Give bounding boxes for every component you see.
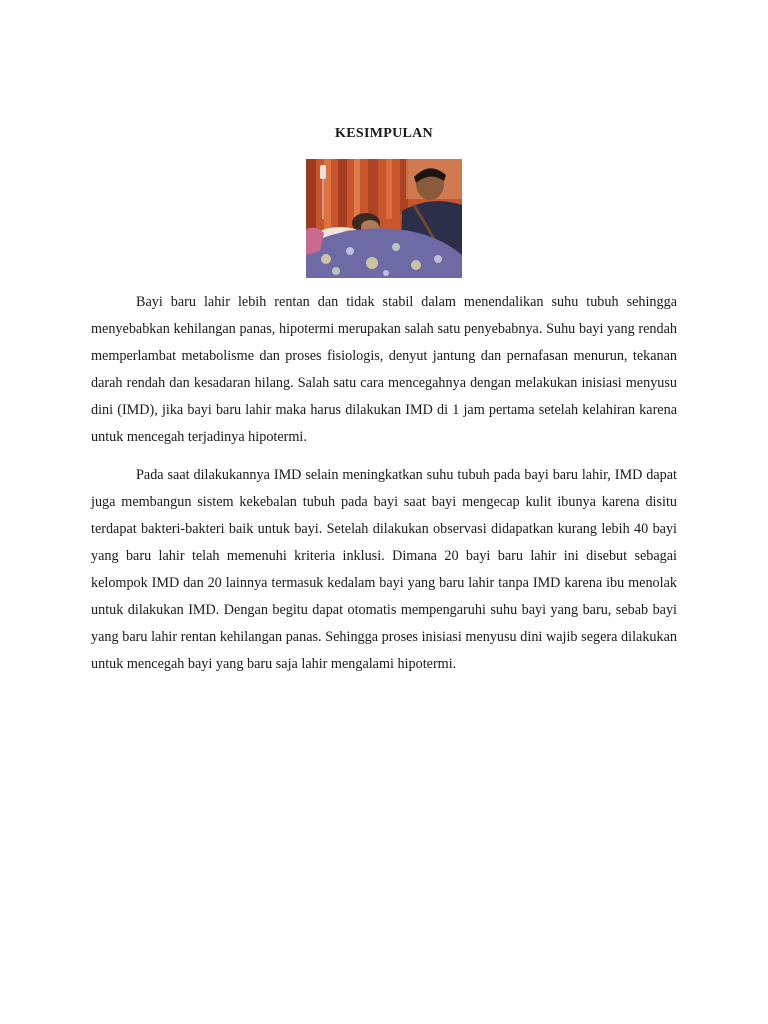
photo-mother-baby-imd [306,159,462,278]
paragraph-2 [91,462,677,678]
paragraph-1 [91,289,677,451]
paragraph-1-text: Bayi baru lahir lebih rentan dan tidak stabil dalam menendalikan suhu tubuh sehingga menyebabkan kehilangan panas, hipotermi merupakan salah satu penyebabnya. Suhu bayi yang rendah memperlambat metabolisme dan proses fisiologis, denyut jantung dan pernafasan menurun, tekanan darah rendah dan kesadaran hilang. Salah satu cara mencegahnya dengan melakukan inisiasi menyusu dini (IMD), jika bayi baru lahir maka harus dilakukan IMD di 1 jam pertama setelah kelahiran karena untuk mencegah terjadinya hipotermi. [91,294,677,445]
paragraph-2-text: Pada saat dilakukannya IMD selain meningkatkan suhu tubuh pada bayi baru lahir, IMD dapat juga membangun sistem kekebalan tubuh pada bayi saat bayi mengecap kulit ibunya karena disitu terdapat bakteri-bakteri baik untuk bayi. Setelah dilakukan observasi didapatkan kurang lebih 40 bayi yang baru lahir telah memenuhi kriteria inklusi. Dimana 20 bayi baru lahir ini disebut sebagai kelompok IMD dan 20 lainnya termasuk kedalam bayi yang baru lahir tanpa IMD karena ibu menolak untuk dilakukan IMD. Dengan begitu dapat otomatis mempengaruhi suhu bayi yang baru, sebab bayi yang baru lahir rentan kehilangan panas. Sehingga proses inisiasi menyusu dini wajib segera dilakukan untuk mencegah bayi yang baru saja lahir mengalami hipotermi. [91,467,677,672]
page-title: KESIMPULAN [335,126,433,141]
